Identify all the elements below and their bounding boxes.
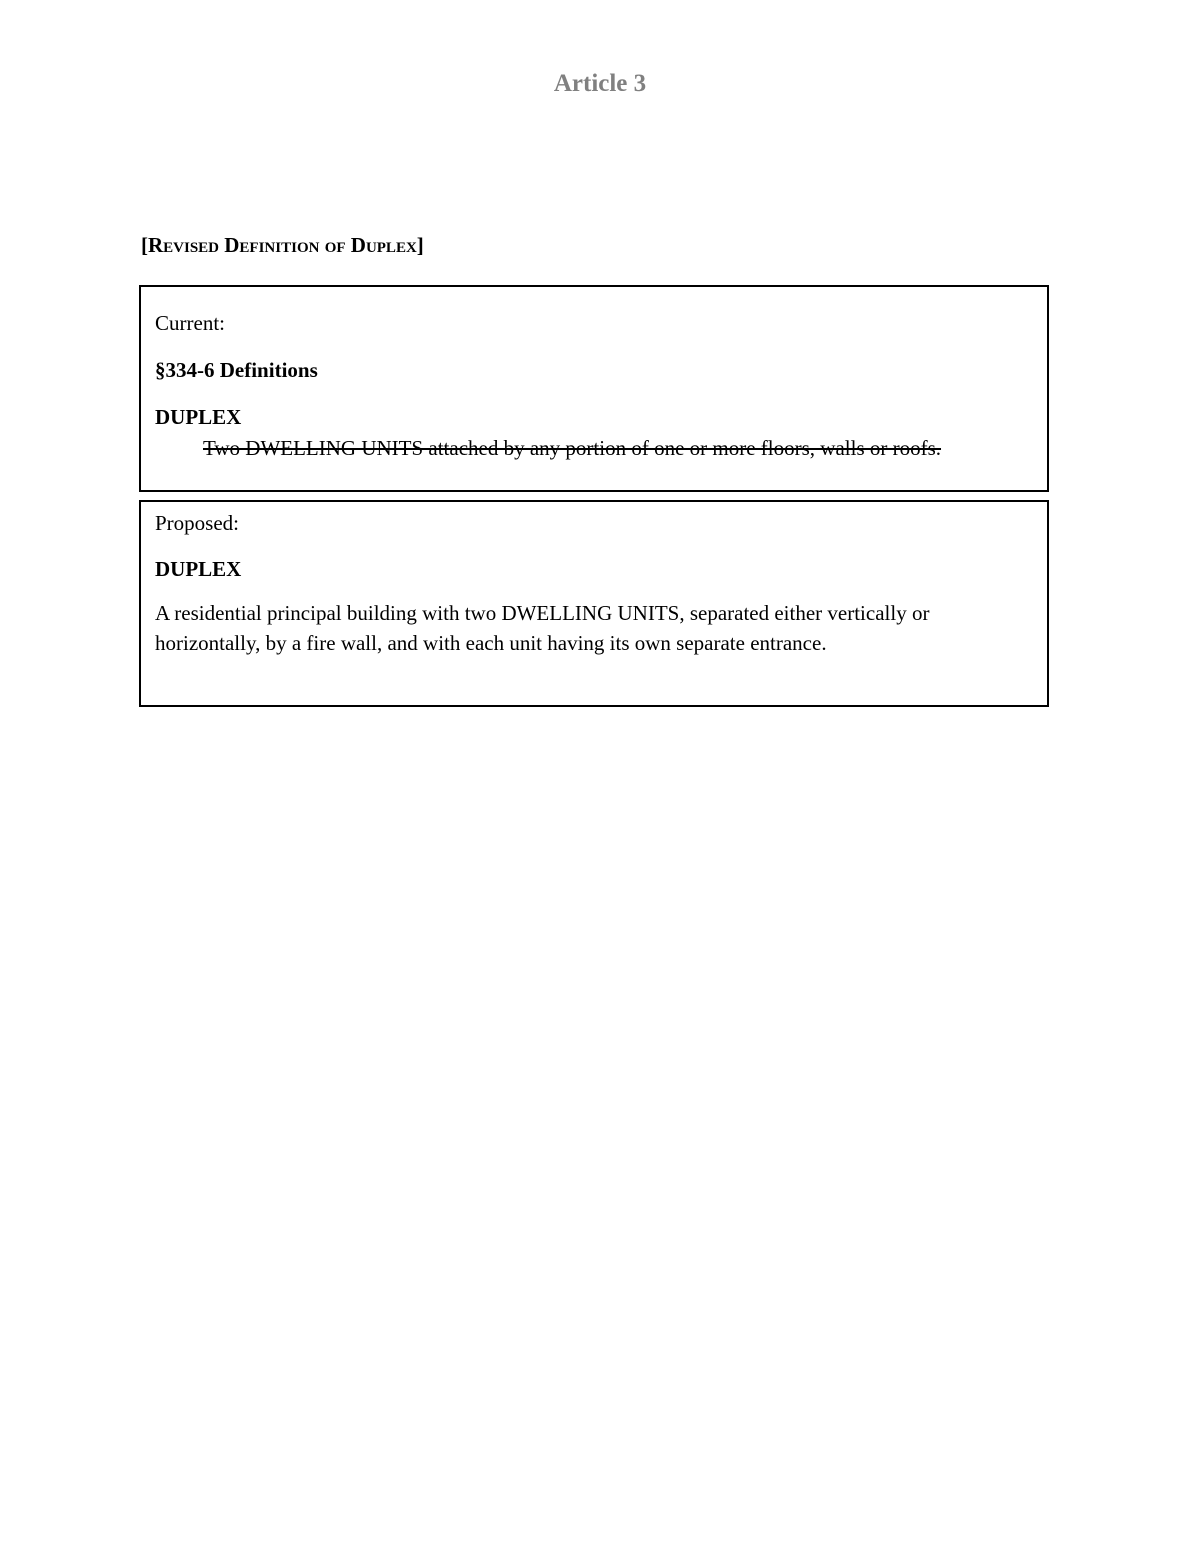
current-definition-box xyxy=(139,285,1049,492)
article-title: Article 3 xyxy=(553,70,647,97)
current-term: DUPLEX xyxy=(155,405,242,429)
proposed-label: Proposed: xyxy=(155,511,239,535)
struck-definition: Two DWELLING UNITS attached by any portion of one or more floors, walls or roofs. xyxy=(203,436,942,460)
section-reference: §334-6 Definitions xyxy=(155,358,318,382)
proposed-definition: A residential principal building with two DWELLING UNITS, separated either vertically or horizontally, by a fire wall, and with each unit having its own separate entrance. xyxy=(155,601,930,655)
section-heading: [Revised Definition of Duplex] xyxy=(141,233,424,257)
current-label: Current: xyxy=(155,311,225,335)
proposed-term: DUPLEX xyxy=(155,557,242,581)
proposed-definition-box xyxy=(139,500,1049,707)
